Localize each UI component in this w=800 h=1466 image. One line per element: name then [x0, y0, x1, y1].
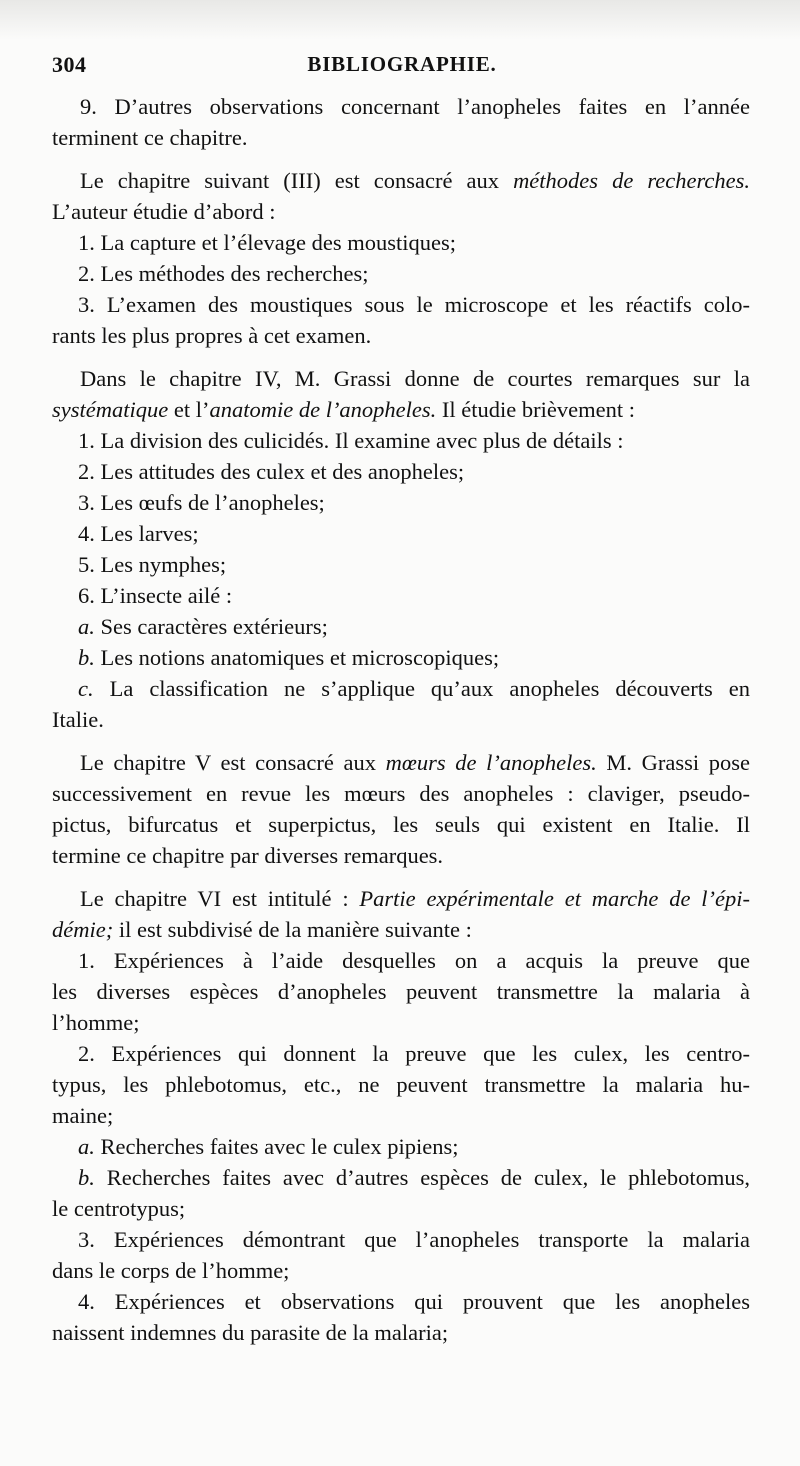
text-line: termine ce chapitre par diverses remarques. [52, 843, 444, 868]
text-line: Italie. [52, 707, 104, 732]
body-text [52, 91, 750, 1360]
text-line: successivement en revue les mœurs des anopheles : claviger, pseudo- [52, 781, 750, 806]
paragraph [52, 883, 750, 1348]
text-line: a. Recherches faites avec le culex pipiens; [78, 1134, 459, 1159]
text-line: maine; [52, 1103, 114, 1128]
text-line: 4. Les larves; [78, 521, 199, 546]
text-line: 3. Expériences démontrant que l’anopheles transporte la malaria [78, 1227, 750, 1252]
text-line: 1. La capture et l’élevage des moustiques; [78, 230, 456, 255]
text-line: 1. Expériences à l’aide desquelles on a acquis la preuve que [78, 948, 750, 973]
text-line: rants les plus propres à cet examen. [52, 323, 372, 348]
text-line: pictus, bifurcatus et superpictus, les seuls qui existent en Italie. Il [52, 812, 750, 837]
text-line: Le chapitre suivant (III) est consacré aux méthodes de recherches. [80, 168, 751, 193]
text-line: 3. Les œufs de l’anopheles; [78, 490, 325, 515]
text-line: Le chapitre VI est intitulé : Partie expérimentale et marche de l’épi- [80, 886, 750, 911]
text-line: b. Recherches faites avec d’autres espèces de culex, le phlebotomus, [78, 1165, 750, 1190]
text-line: dans le corps de l’homme; [52, 1258, 290, 1283]
text-line: le centrotypus; [52, 1196, 186, 1221]
paragraph [52, 91, 750, 153]
text-line: 2. Les méthodes des recherches; [78, 261, 369, 286]
text-line: Dans le chapitre IV, M. Grassi donne de courtes remarques sur la [80, 366, 750, 391]
text-line: systématique et l’anatomie de l’anopheles. Il étudie brièvement : [52, 397, 635, 422]
text-line: Le chapitre V est consacré aux mœurs de l’anopheles. M. Grassi pose [80, 750, 751, 775]
text-line: démie; il est subdivisé de la manière suivante : [52, 917, 472, 942]
text-line: les diverses espèces d’anopheles peuvent transmettre la malaria à [52, 979, 750, 1004]
text-line: 2. Les attitudes des culex et des anopheles; [78, 459, 465, 484]
text-line: 1. La division des culicidés. Il examine avec plus de détails : [78, 428, 624, 453]
text-line: typus, les phlebotomus, etc., ne peuvent transmettre la malaria hu- [52, 1072, 750, 1097]
page-number: 304 [52, 52, 87, 77]
text-line: L’auteur étudie d’abord : [52, 199, 276, 224]
text-line: naissent indemnes du parasite de la malaria; [52, 1320, 449, 1345]
text-line: l’homme; [52, 1010, 140, 1035]
running-title: BIBLIOGRAPHIE. [307, 52, 497, 76]
text-line: 9. D’autres observations concernant l’anopheles faites en l’année [80, 94, 750, 119]
text-line: 3. L’examen des moustiques sous le microscope et les réactifs colo- [78, 292, 750, 317]
paragraph [52, 363, 750, 735]
paragraph [52, 747, 750, 871]
page-header [52, 52, 752, 84]
text-line: 2. Expériences qui donnent la preuve que les culex, les centro- [78, 1041, 750, 1066]
text-line: a. Ses caractères extérieurs; [78, 614, 328, 639]
text-line: 4. Expériences et observations qui prouvent que les anopheles [78, 1289, 750, 1314]
paragraph [52, 165, 750, 351]
text-line: 6. L’insecte ailé : [78, 583, 233, 608]
text-line: b. Les notions anatomiques et microscopiques; [78, 645, 500, 670]
text-line: c. La classification ne s’applique qu’aux anopheles découverts en [78, 676, 750, 701]
text-line: terminent ce chapitre. [52, 125, 248, 150]
text-line: 5. Les nymphes; [78, 552, 227, 577]
